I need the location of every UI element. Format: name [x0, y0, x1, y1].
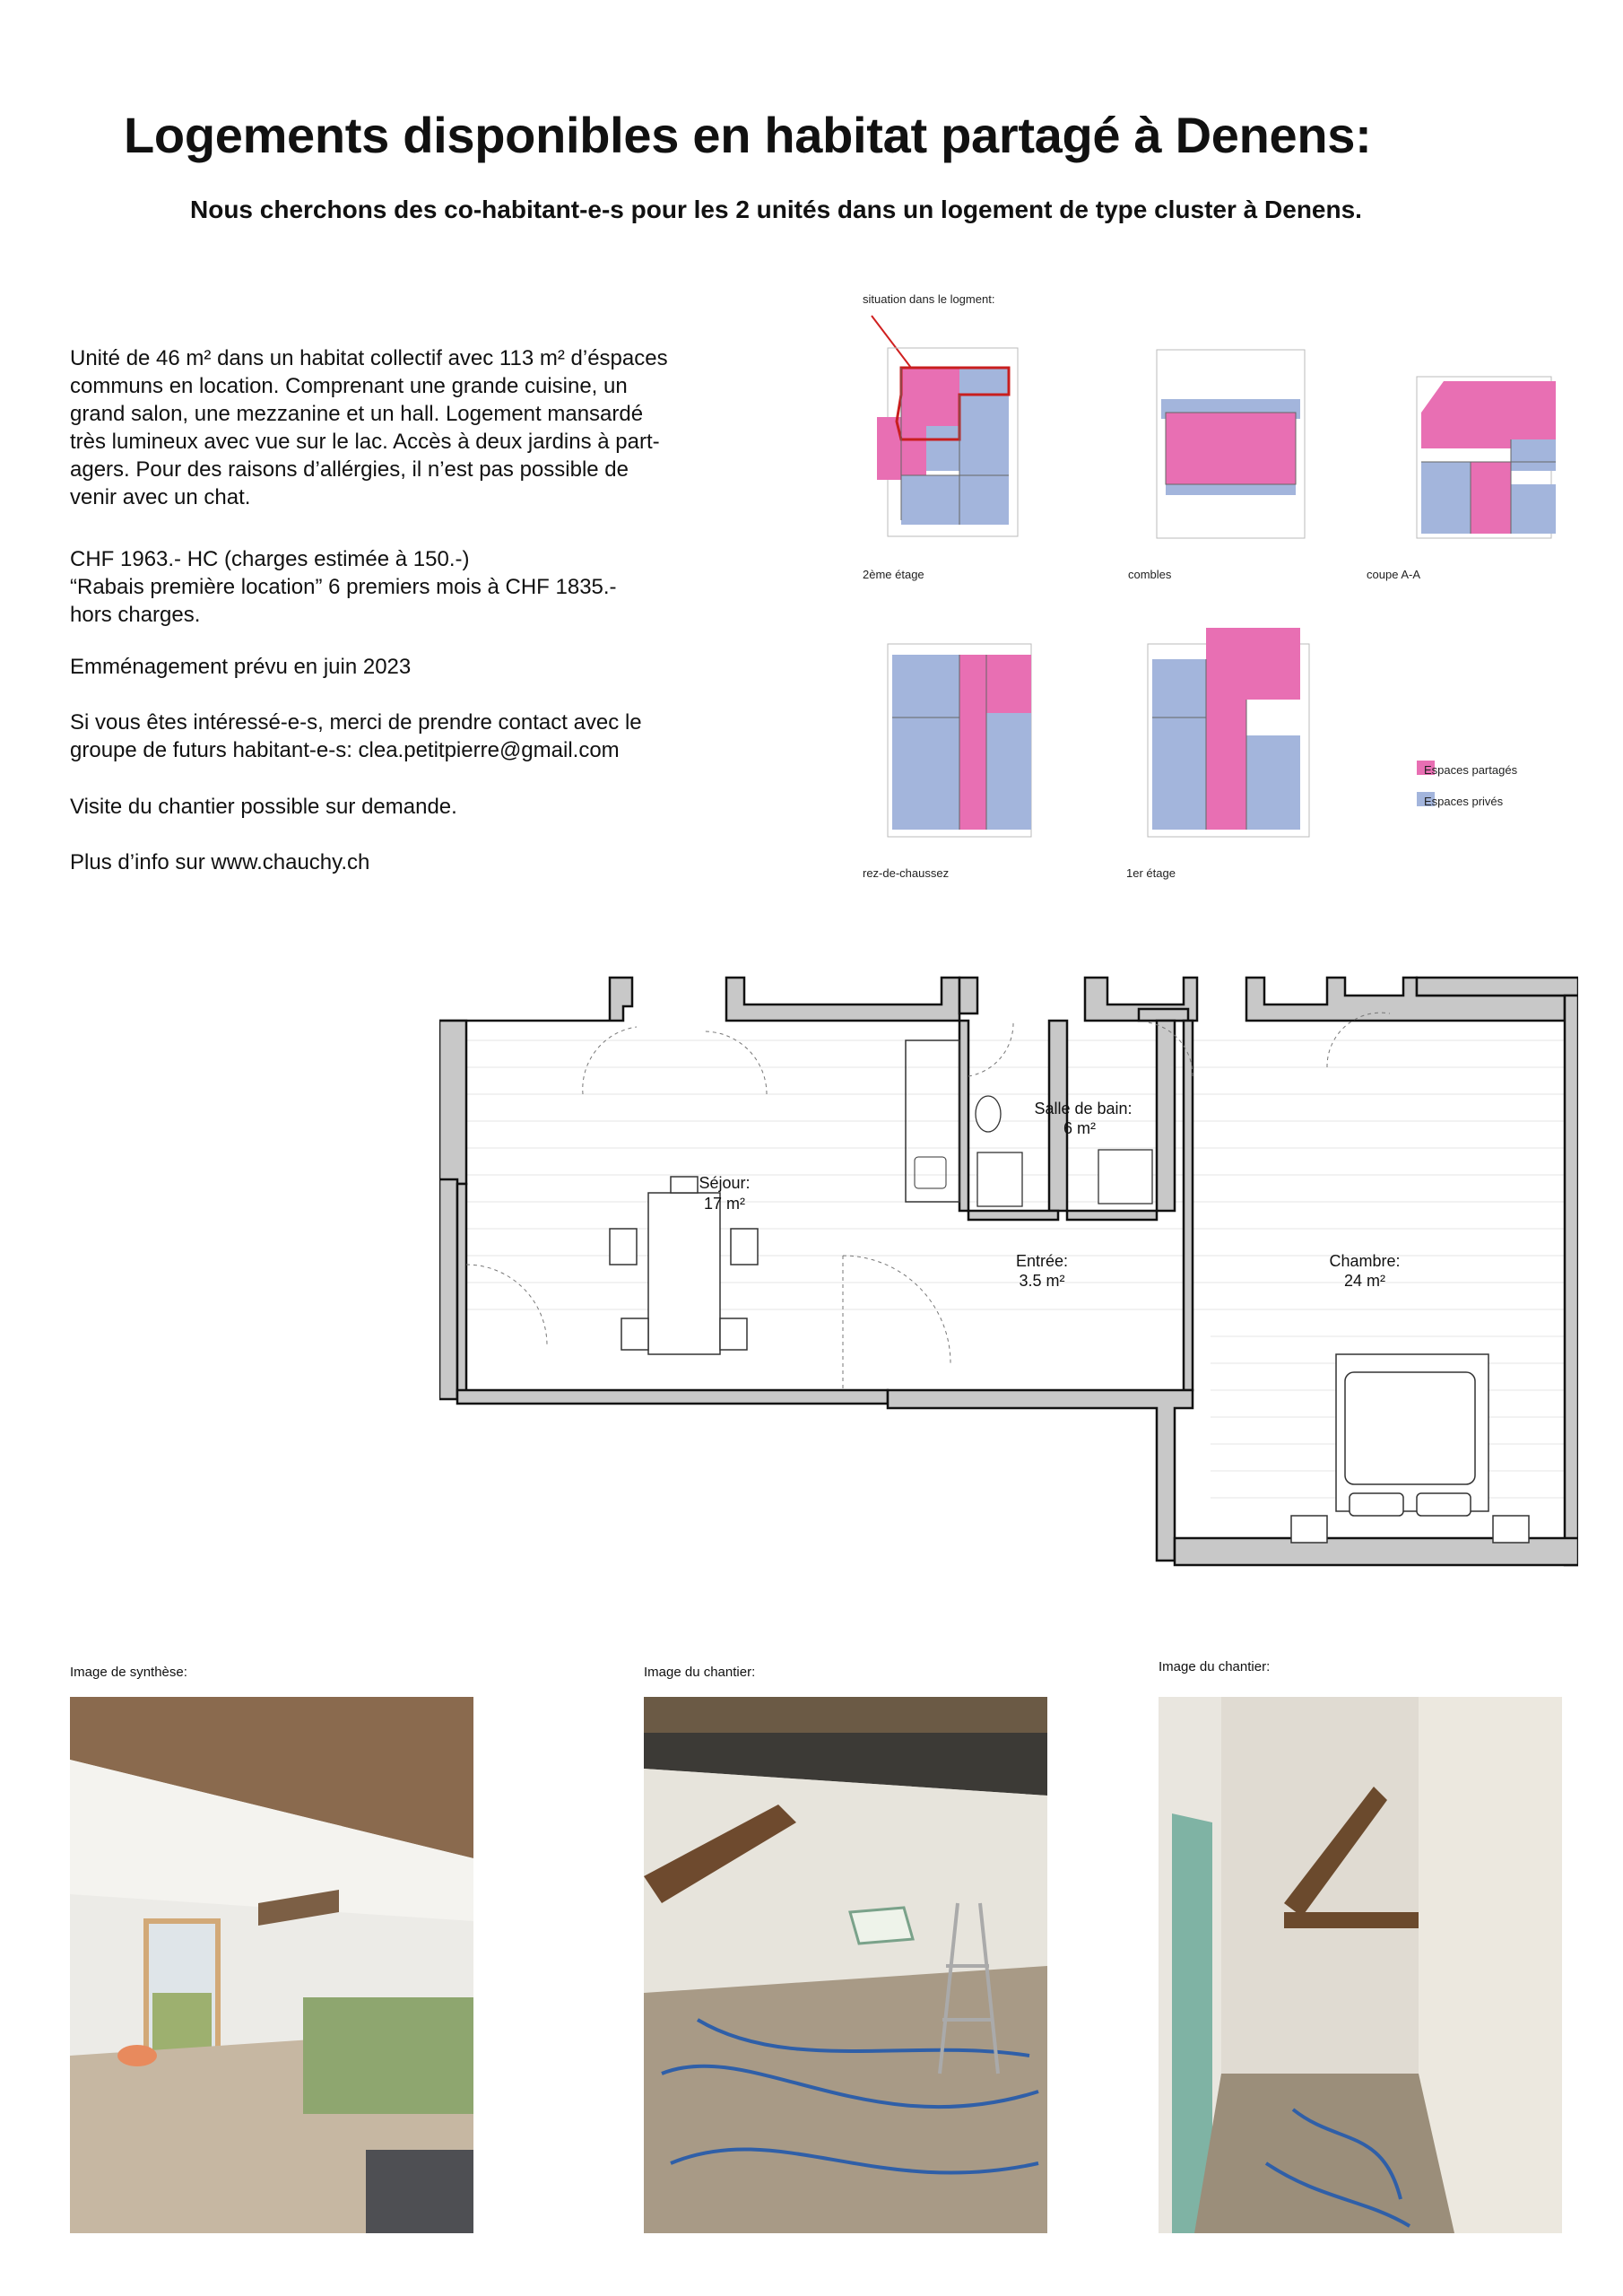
nightstand	[1291, 1516, 1327, 1543]
pillow	[1350, 1493, 1403, 1516]
bed	[1291, 1354, 1529, 1543]
description	[70, 344, 668, 511]
shower-left	[977, 1152, 1022, 1206]
plan-label-coupe-aa: coupe A-A	[1367, 568, 1420, 581]
more-info-link[interactable]: Plus d’info sur www.chauchy.ch	[70, 850, 370, 874]
room-bain-area: 6 m²	[1063, 1119, 1096, 1137]
plan-coupe-aa	[1417, 377, 1556, 538]
plan-label-combles: combles	[1128, 568, 1172, 581]
description-line: venir avec un chat.	[70, 485, 251, 509]
toilet	[976, 1096, 1001, 1132]
contact	[70, 709, 642, 764]
description-line: très lumineux avec vue sur le lac. Accès à deux jardins à part-	[70, 430, 660, 454]
plan-rez-de-chaussez	[888, 644, 1031, 837]
shower-tray	[1098, 1150, 1152, 1204]
bed-cover	[1345, 1372, 1475, 1484]
room-entree-name: Entrée:	[1015, 1252, 1069, 1270]
pointer-line	[872, 316, 911, 368]
rendering-image	[70, 1697, 473, 2233]
room-sejour-name: Séjour:	[699, 1174, 751, 1192]
room-chambre-area: 24 m²	[1343, 1272, 1386, 1290]
pillow	[1417, 1493, 1471, 1516]
legend-shared: Espaces partagés	[1424, 763, 1518, 777]
plan-label-1er-etage: 1er étage	[1126, 866, 1176, 880]
photo-caption: Image de synthèse:	[70, 1665, 187, 1680]
plan-label-rez: rez-de-chaussez	[863, 866, 950, 880]
price-line: CHF 1963.- HC (charges estimée à 150.-)	[70, 547, 470, 571]
plan-combles	[1157, 350, 1305, 538]
chair	[731, 1229, 758, 1265]
plan-1er-etage	[1148, 628, 1309, 837]
plan-2eme-etage	[877, 348, 1018, 536]
price-line: hors charges.	[70, 603, 201, 627]
room-entree-area: 3.5 m²	[1019, 1272, 1065, 1290]
apartment-floorplan	[439, 942, 1578, 1587]
description-line: agers. Pour des raisons d’allérgies, il n’est pas possible de	[70, 457, 629, 482]
photo-caption: Image du chantier:	[1159, 1659, 1271, 1674]
contact-line: Si vous êtes intéressé-e-s, merci de prendre contact avec le	[70, 710, 642, 735]
construction-image	[1159, 1697, 1562, 2233]
plan-label-2eme-etage: 2ème étage	[863, 568, 924, 581]
visit-note: Visite du chantier possible sur demande.	[70, 795, 457, 819]
chair	[621, 1318, 648, 1350]
move-in: Emménagement prévu en juin 2023	[70, 655, 412, 679]
chair	[720, 1318, 747, 1350]
page-title: Logements disponibles en habitat partagé à Denens:	[124, 107, 1372, 163]
chair	[610, 1229, 637, 1265]
description-line: grand salon, une mezzanine et un hall. Logement mansardé	[70, 402, 644, 426]
nightstand	[1493, 1516, 1529, 1543]
chair	[671, 1177, 698, 1193]
dining-table	[648, 1193, 720, 1354]
price	[70, 545, 617, 629]
room-chambre-name: Chambre:	[1329, 1252, 1401, 1270]
page-subtitle: Nous cherchons des co-habitant-e-s pour les 2 unités dans un logement de type cluster à Denens.	[190, 196, 1362, 223]
kitchen-sink	[915, 1157, 946, 1188]
room-sejour-area: 17 m²	[703, 1195, 746, 1213]
construction-image	[644, 1697, 1047, 2233]
description-line: Unité de 46 m² dans un habitat collectif avec 113 m² d’éspaces	[70, 346, 668, 370]
room-bain-name: Salle de bain:	[1034, 1100, 1133, 1118]
plans-heading: situation dans le logment:	[863, 292, 995, 306]
contact-line: groupe de futurs habitant-e-s: clea.petitpierre@gmail.com	[70, 738, 620, 762]
overview-plans	[861, 305, 1605, 897]
price-line: “Rabais première location” 6 premiers mois à CHF 1835.-	[70, 575, 617, 599]
legend-private: Espaces privés	[1424, 795, 1504, 808]
description-line: communs en location. Comprenant une grande cuisine, un	[70, 374, 628, 398]
photo-caption: Image du chantier:	[644, 1665, 756, 1680]
